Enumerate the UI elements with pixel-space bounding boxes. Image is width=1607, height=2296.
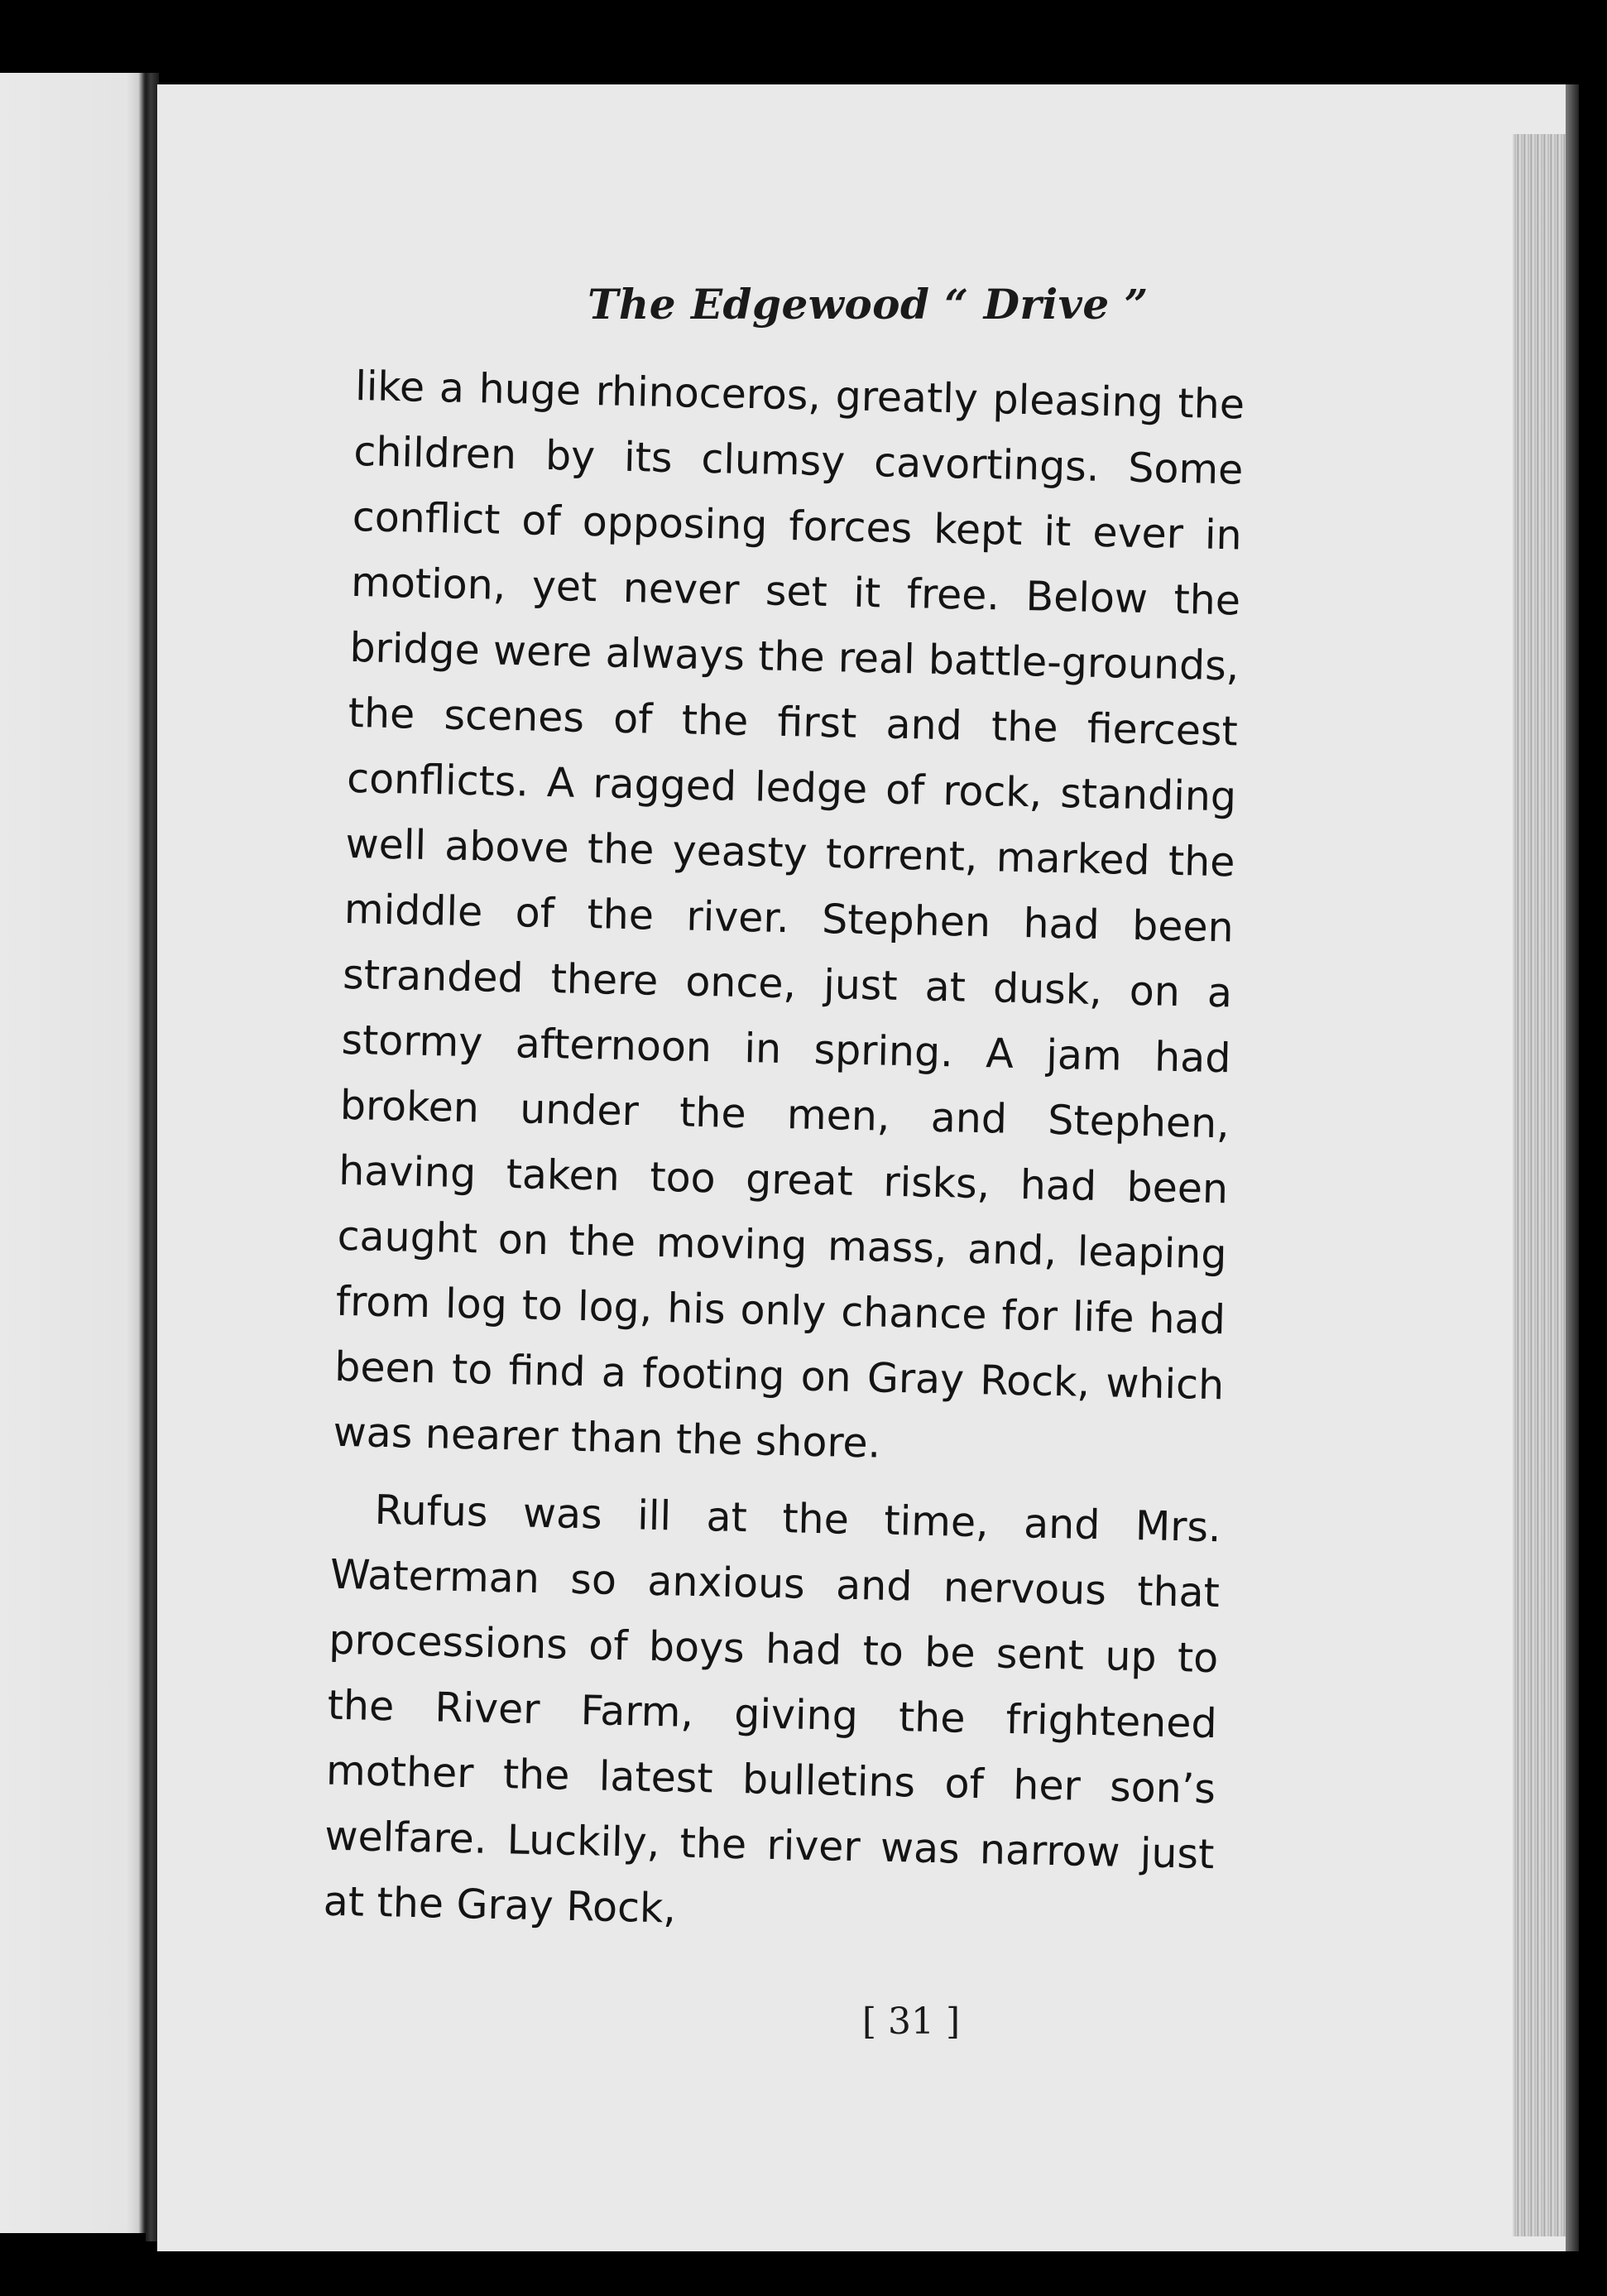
page-number: [ 31 ] [861,2001,961,2043]
paragraph-1: like a huge rhinoceros, greatly pleasing the children by its clumsy cavortings. Some conflict of opposing forces kept it ever in motion, yet never set it free. Below the bridge were always the real battle-grounds, the scenes of the first and the fiercest conflicts. A ragged ledge of rock, standing well above the yeasty torrent, marked the middle of the river. Stephen had been stranded there once, just at dusk, on a stormy afternoon in spring. A jam had broken under the men, and Stephen, having taken too great risks, had been caught on the moving mass, and, leaping from log to log, his only chance for life had been to find a footing on Gray Rock, which was nearer than the shore. [333,362,1245,1467]
body-text [323,353,1245,1964]
left-page-edge [0,73,149,2233]
page-outer-edge [1566,84,1579,2251]
book-page [157,84,1579,2251]
running-head: The Edgewood “ Drive ” [588,280,1149,329]
paragraph-2: Rufus was ill at the time, and Mrs. Waterman so anxious and nervous that processions of boys had to be sent up to the River Farm, giving the frightened mother the latest bulletins of her son’s welfare. Luckily, the river was narrow just at the Gray Rock, [323,1486,1222,1933]
